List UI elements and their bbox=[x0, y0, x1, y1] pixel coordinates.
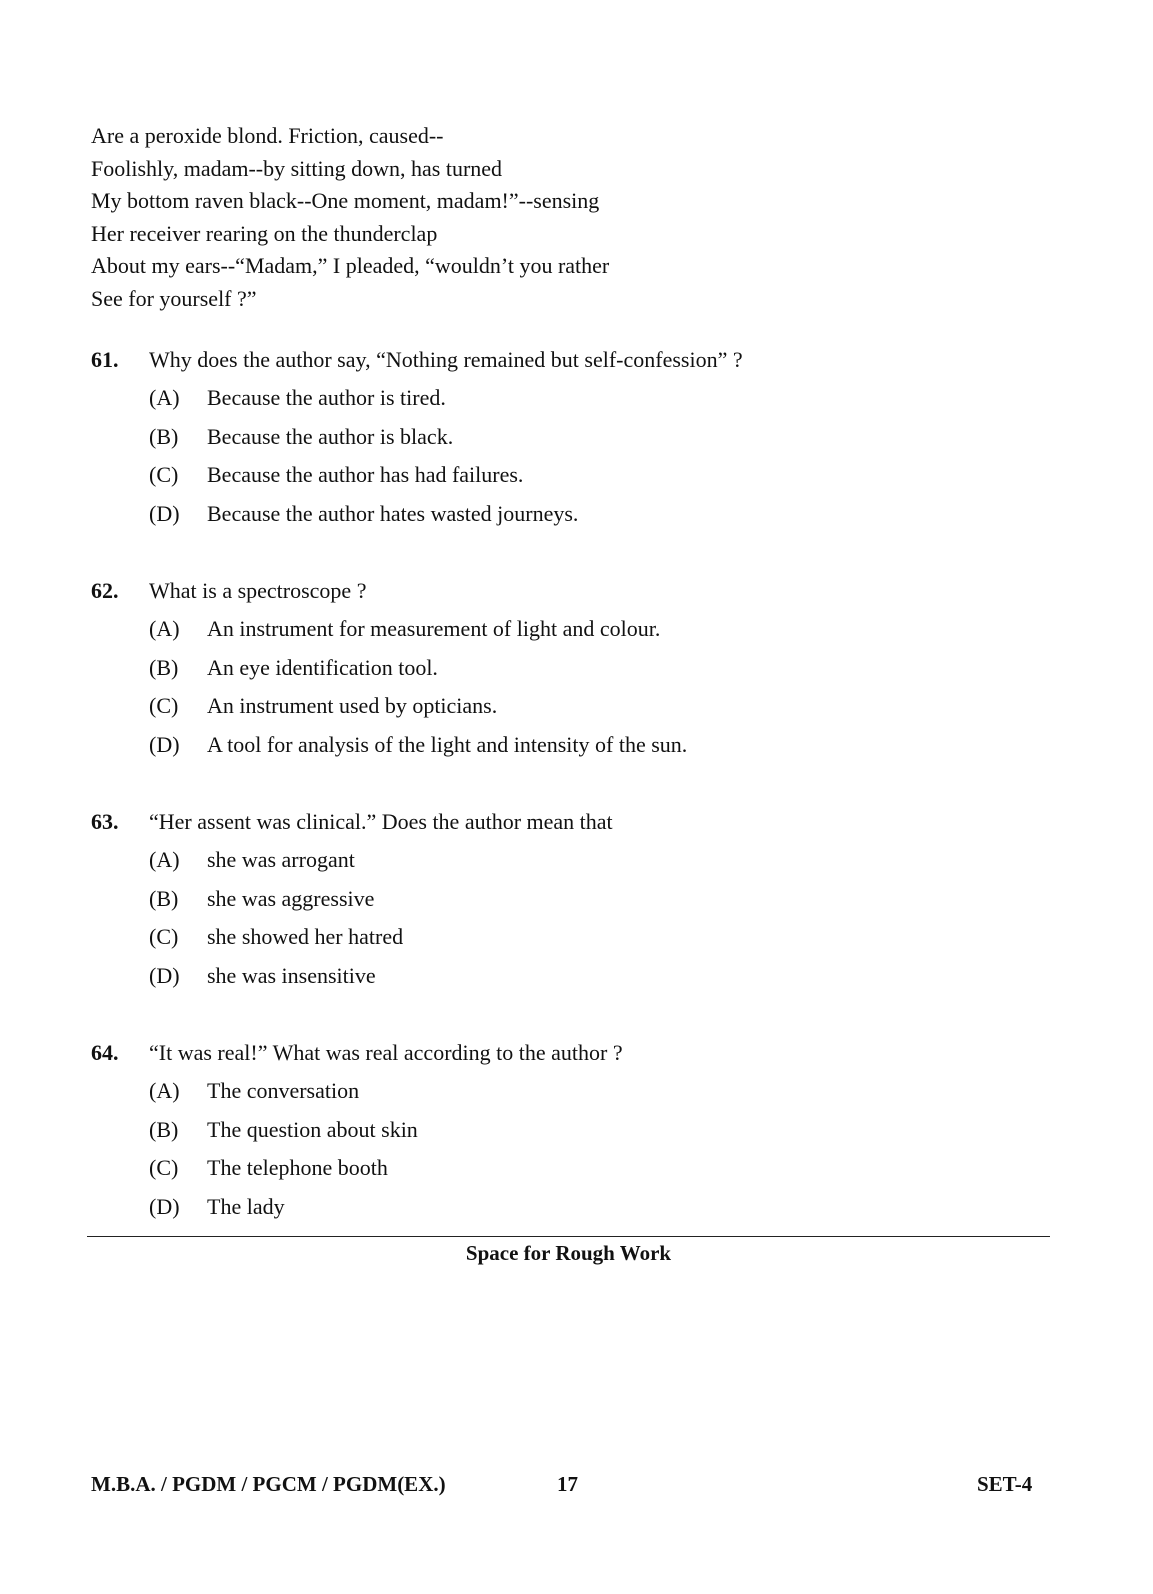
question-text: “Her assent was clinical.” Does the author mean that bbox=[149, 809, 613, 834]
poem-line: Foolishly, madam--by sitting down, has turned bbox=[91, 155, 503, 181]
option-letter: (D) bbox=[149, 501, 180, 527]
option-text: Because the author hates wasted journeys. bbox=[207, 501, 579, 527]
option-letter: (A) bbox=[149, 847, 180, 872]
option-letter: (B) bbox=[149, 1116, 179, 1142]
option-c bbox=[91, 456, 1051, 495]
option-letter: (D) bbox=[149, 732, 180, 758]
option-a bbox=[91, 610, 1051, 649]
question-text: Why does the author say, “Nothing remained but self-confession” ? bbox=[149, 347, 743, 372]
option-letter: (C) bbox=[149, 462, 179, 488]
poem-line: See for yourself ?” bbox=[91, 285, 257, 311]
option-text: The lady bbox=[207, 1194, 285, 1220]
poem-line: About my ears--“Madam,” I pleaded, “wouldn’t you rather bbox=[91, 253, 610, 279]
option-letter: (B) bbox=[149, 885, 179, 911]
option-text: An instrument used by opticians. bbox=[207, 693, 498, 719]
footer-set: SET-4 bbox=[977, 1472, 1033, 1496]
question-text: “It was real!” What was real according to the author ? bbox=[149, 1040, 623, 1065]
option-a bbox=[91, 379, 1051, 418]
footer-course: M.B.A. / PGDM / PGCM / PGDM(EX.) bbox=[91, 1472, 446, 1496]
option-letter: (D) bbox=[149, 963, 180, 989]
option-text: The question about skin bbox=[207, 1116, 418, 1142]
option-letter: (C) bbox=[149, 924, 179, 950]
question-header bbox=[91, 1034, 1051, 1072]
question-header bbox=[91, 341, 1051, 379]
option-c bbox=[91, 687, 1051, 726]
option-text: An instrument for measurement of light and colour. bbox=[207, 616, 661, 641]
question-header bbox=[91, 572, 1051, 610]
question-number: 64. bbox=[91, 1040, 119, 1065]
poem-line: Are a peroxide blond. Friction, caused-- bbox=[91, 123, 444, 148]
section-divider bbox=[87, 1236, 1050, 1237]
question-61 bbox=[91, 341, 1051, 534]
option-b bbox=[91, 418, 1051, 457]
option-b bbox=[91, 880, 1051, 919]
question-number: 61. bbox=[91, 347, 119, 372]
poem-line: My bottom raven black--One moment, madam!”--sensing bbox=[91, 188, 600, 214]
option-d bbox=[91, 726, 1051, 765]
option-letter: (D) bbox=[149, 1194, 180, 1220]
option-letter: (C) bbox=[149, 693, 179, 719]
option-letter: (A) bbox=[149, 385, 180, 410]
rough-work-heading: Space for Rough Work bbox=[465, 1241, 672, 1265]
option-text: A tool for analysis of the light and intensity of the sun. bbox=[207, 732, 688, 758]
option-letter: (A) bbox=[149, 616, 180, 641]
option-a bbox=[91, 841, 1051, 880]
option-text: Because the author has had failures. bbox=[207, 462, 524, 488]
question-header bbox=[91, 803, 1051, 841]
option-b bbox=[91, 649, 1051, 688]
option-text: she was insensitive bbox=[207, 963, 376, 989]
option-text: she showed her hatred bbox=[207, 924, 404, 950]
question-63 bbox=[91, 803, 1051, 996]
footer-page-number: 17 bbox=[557, 1472, 578, 1496]
option-text: The conversation bbox=[207, 1078, 360, 1103]
option-a bbox=[91, 1072, 1051, 1111]
option-letter: (B) bbox=[149, 423, 179, 449]
option-text: she was arrogant bbox=[207, 847, 355, 872]
option-d bbox=[91, 1188, 1051, 1227]
question-number: 62. bbox=[91, 578, 119, 603]
option-b bbox=[91, 1111, 1051, 1150]
question-64 bbox=[91, 1034, 1051, 1227]
option-c bbox=[91, 918, 1051, 957]
option-text: she was aggressive bbox=[207, 885, 375, 911]
option-d bbox=[91, 957, 1051, 996]
option-c bbox=[91, 1149, 1051, 1188]
option-letter: (A) bbox=[149, 1078, 180, 1103]
poem-passage bbox=[91, 120, 609, 316]
option-text: Because the author is tired. bbox=[207, 385, 446, 410]
option-letter: (C) bbox=[149, 1155, 179, 1181]
question-text: What is a spectroscope ? bbox=[149, 578, 367, 603]
question-number: 63. bbox=[91, 809, 119, 834]
option-text: An eye identification tool. bbox=[207, 654, 438, 680]
poem-line: Her receiver rearing on the thunderclap bbox=[91, 220, 438, 246]
option-letter: (B) bbox=[149, 654, 179, 680]
option-text: Because the author is black. bbox=[207, 423, 454, 449]
option-text: The telephone booth bbox=[207, 1155, 388, 1181]
question-62 bbox=[91, 572, 1051, 765]
option-d bbox=[91, 495, 1051, 534]
